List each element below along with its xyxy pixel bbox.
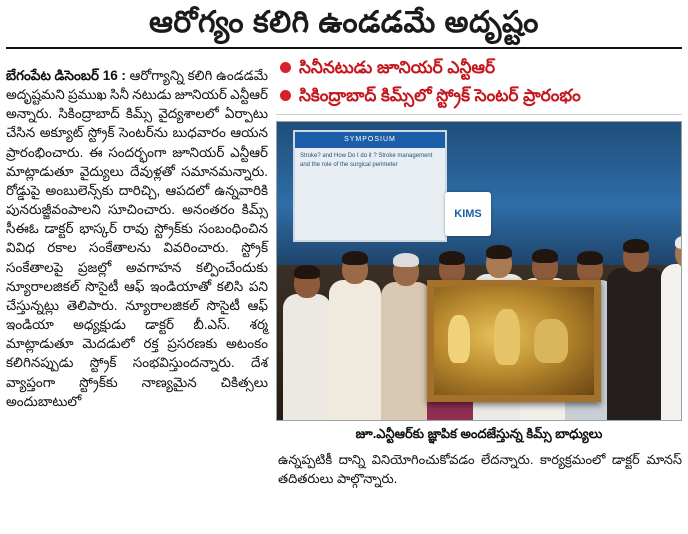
bullet-dot-icon	[280, 62, 291, 73]
person-hair	[294, 265, 320, 279]
article-paragraph	[6, 66, 268, 411]
bullet-list	[276, 53, 682, 116]
memento-artwork	[434, 287, 594, 395]
person-torso	[607, 268, 665, 420]
left-text-column	[6, 53, 268, 425]
person-head	[532, 252, 558, 282]
person-hair	[342, 251, 368, 265]
bottom-spacer	[6, 451, 268, 489]
artwork-figure	[534, 319, 568, 363]
article-photo	[276, 121, 682, 421]
person-head	[486, 248, 512, 278]
article-body	[6, 53, 682, 450]
person-hair	[393, 253, 419, 267]
continuation-paragraph: ఉన్నప్పటికీ దాన్ని వినియోగించుకోవడం లేదన్నారు. కార్యక్రమంలో డాక్టర్ మానస్ తదితరులు పాల్గొన్నారు.	[278, 452, 682, 486]
person-head	[294, 268, 320, 298]
right-media-column	[276, 53, 682, 450]
kims-logo: KIMS	[445, 192, 491, 236]
screen-body-text: Stroke? and How Do I do it ? Stroke management and the role of the surgical perimeter	[300, 153, 433, 168]
person-figure	[329, 254, 381, 420]
person-figure	[607, 242, 665, 420]
bottom-text-columns	[6, 449, 682, 489]
person-hair	[439, 251, 465, 265]
page-title: ఆరోగ్యం కలిగి ఉండడమే అదృష్టం	[148, 6, 540, 39]
dateline-text: ఆరోగ్యాన్ని కలిగి ఉండడమే అదృష్టమని ప్రముఖ సినీ నటుడు జూనియర్ ఎన్టీఆర్ అన్నారు. సికింద్రాబాద్ కిమ్స్ వైద్యశాలలో ఏర్పాటు చేసిన అక్యూట్ స్ట్రోక్ సెంటర్‌ను బుధవారం ఆయన ప్రారంభించారు. ఈ సందర్భంగా జూనియర్ ఎన్టీఆర్ మాట్లాడుతూ వైద్యులు దేవుళ్లతో సమానమన్నారు. రోడ్డుపై అంబులెన్స్‌కు దారిచ్చి, ఆపదలో ఉన్నవారికి పునరుజ్జీవంపాలని సూచించారు. అనంతరం కిమ్స్ సీఈఓ డాక్టర్ భాస్కర్ రావు స్ట్రోక్‌కు సంబంధించిన వివిధ రకాల సంకేతాలను వివరించారు. స్ట్రోక్ సంకేతాలపై ప్రజల్లో అవగాహన కల్పించేందుకు న్యూరాలజికల్ సొసైటీ ఆఫ్ ఇండియాతో కలిసి పని చేస్తున్నట్లు తెలిపారు. న్యూరాలజికల్ సొసైటీ ఆఫ్ ఇండియా అధ్యక్షుడు డాక్టర్ బీ.ఎస్. శర్మ మాట్లాడుతూ మెదడులో రక్త ప్రసరణకు అటంకం కలిగినప్పుడు స్ట్రోక్ సంభవిస్తుందన్నారు. దేశ వ్యాప్తంగా స్ట్రోక్‌కు నాణ్యమైన చికిత్సలు అందుబాటులో	[6, 68, 268, 409]
person-figure	[661, 238, 682, 420]
person-hair	[532, 249, 558, 263]
person-hair	[623, 239, 649, 253]
bullet-label: సినీనటుడు జూనియర్ ఎన్టీఆర్	[299, 57, 496, 77]
headline-divider	[6, 47, 682, 49]
person-torso	[283, 294, 331, 420]
dateline-place: బేగంపేట డిసెంబర్ 16 :	[6, 68, 126, 83]
photo-caption: జూ.ఎన్టీఆర్‌కు జ్ఞాపిక అందజేస్తున్న కిమ్స్ బాధ్యులు	[355, 426, 603, 441]
artwork-figure	[494, 309, 520, 365]
person-hair	[675, 235, 682, 249]
list-item	[280, 85, 680, 106]
bullet-dot-icon	[280, 90, 291, 101]
person-hair	[577, 251, 603, 265]
presentation-screen	[293, 130, 447, 242]
memento-frame	[427, 280, 601, 402]
person-figure	[283, 268, 331, 420]
person-torso	[381, 282, 431, 420]
list-item	[280, 57, 680, 78]
person-head	[623, 242, 649, 272]
person-torso	[661, 264, 682, 420]
person-hair	[486, 245, 512, 259]
person-figure	[381, 256, 431, 420]
person-torso	[329, 280, 381, 420]
artwork-figure	[448, 315, 470, 363]
shawl	[681, 292, 682, 388]
bullet-label: సికింద్రాబాద్ కిమ్స్‌లో స్ట్రోక్ సెంటర్ ప్రారంభం	[299, 85, 581, 105]
person-head	[393, 256, 419, 286]
screen-banner: SYMPOSIUM	[295, 132, 445, 148]
person-head	[342, 254, 368, 284]
